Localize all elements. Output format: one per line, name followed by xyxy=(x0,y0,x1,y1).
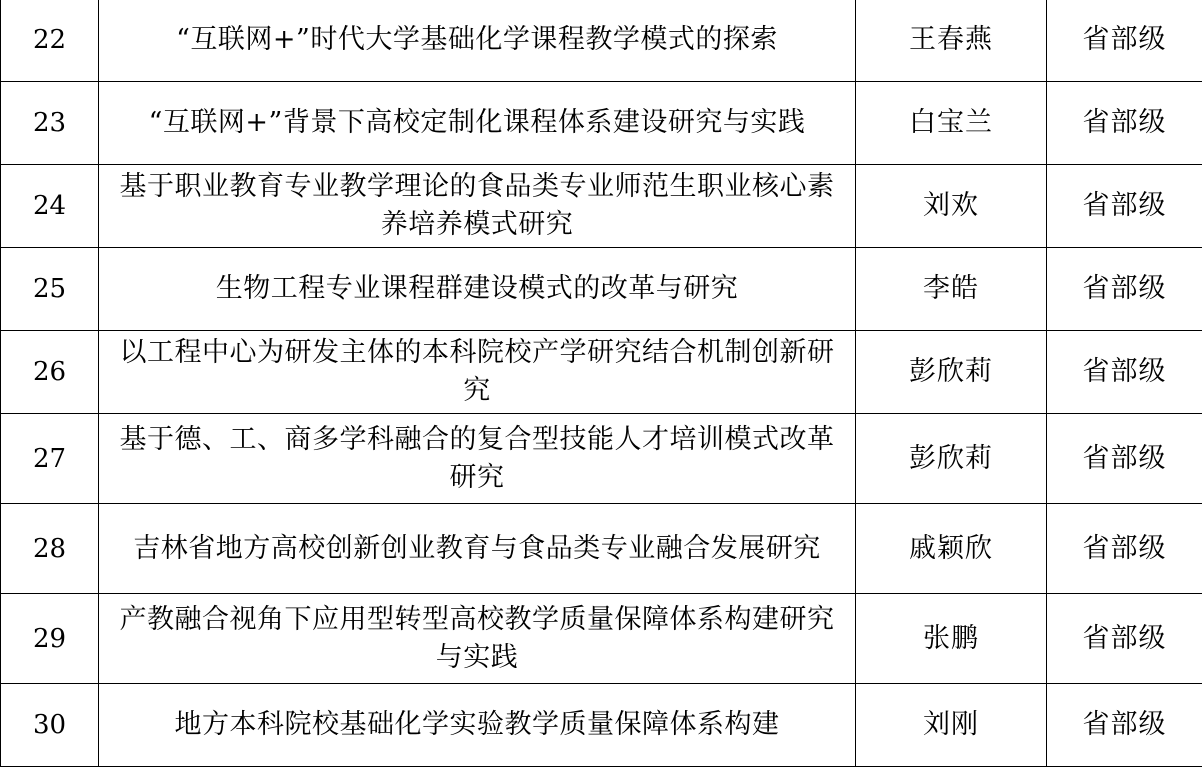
project-title: 产教融合视角下应用型转型高校教学质量保障体系构建研究与实践 xyxy=(99,594,856,684)
project-title: 吉林省地方高校创新创业教育与食品类专业融合发展研究 xyxy=(99,504,856,594)
row-number: 25 xyxy=(1,248,99,331)
project-level: 省部级 xyxy=(1047,414,1202,504)
project-title: 生物工程专业课程群建设模式的改革与研究 xyxy=(99,248,856,331)
table-row xyxy=(1,82,1202,165)
table-row xyxy=(1,0,1202,82)
project-leader: 李皓 xyxy=(856,248,1047,331)
table-row xyxy=(1,594,1202,684)
project-title: “互联网+”时代大学基础化学课程教学模式的探索 xyxy=(99,0,856,82)
project-level: 省部级 xyxy=(1047,684,1202,767)
row-number: 29 xyxy=(1,594,99,684)
project-leader: 彭欣莉 xyxy=(856,414,1047,504)
row-number: 27 xyxy=(1,414,99,504)
project-leader: 刘刚 xyxy=(856,684,1047,767)
project-level: 省部级 xyxy=(1047,0,1202,82)
row-number: 22 xyxy=(1,0,99,82)
project-level: 省部级 xyxy=(1047,594,1202,684)
table-row xyxy=(1,331,1202,414)
project-leader: 彭欣莉 xyxy=(856,331,1047,414)
project-level: 省部级 xyxy=(1047,504,1202,594)
table-row xyxy=(1,165,1202,248)
row-number: 30 xyxy=(1,684,99,767)
row-number: 23 xyxy=(1,82,99,165)
table-row xyxy=(1,504,1202,594)
project-leader: 刘欢 xyxy=(856,165,1047,248)
row-number: 24 xyxy=(1,165,99,248)
row-number: 26 xyxy=(1,331,99,414)
project-level: 省部级 xyxy=(1047,165,1202,248)
project-leader: 白宝兰 xyxy=(856,82,1047,165)
project-leader: 王春燕 xyxy=(856,0,1047,82)
table-row xyxy=(1,684,1202,767)
project-title: 地方本科院校基础化学实验教学质量保障体系构建 xyxy=(99,684,856,767)
table-row xyxy=(1,248,1202,331)
project-level: 省部级 xyxy=(1047,331,1202,414)
row-number: 28 xyxy=(1,504,99,594)
table-row xyxy=(1,414,1202,504)
project-level: 省部级 xyxy=(1047,248,1202,331)
project-level: 省部级 xyxy=(1047,82,1202,165)
project-title: 基于职业教育专业教学理论的食品类专业师范生职业核心素养培养模式研究 xyxy=(99,165,856,248)
project-title: 基于德、工、商多学科融合的复合型技能人才培训模式改革研究 xyxy=(99,414,856,504)
project-leader: 戚颖欣 xyxy=(856,504,1047,594)
project-title: 以工程中心为研发主体的本科院校产学研究结合机制创新研究 xyxy=(99,331,856,414)
project-title: “互联网+”背景下高校定制化课程体系建设研究与实践 xyxy=(99,82,856,165)
project-leader: 张鹏 xyxy=(856,594,1047,684)
